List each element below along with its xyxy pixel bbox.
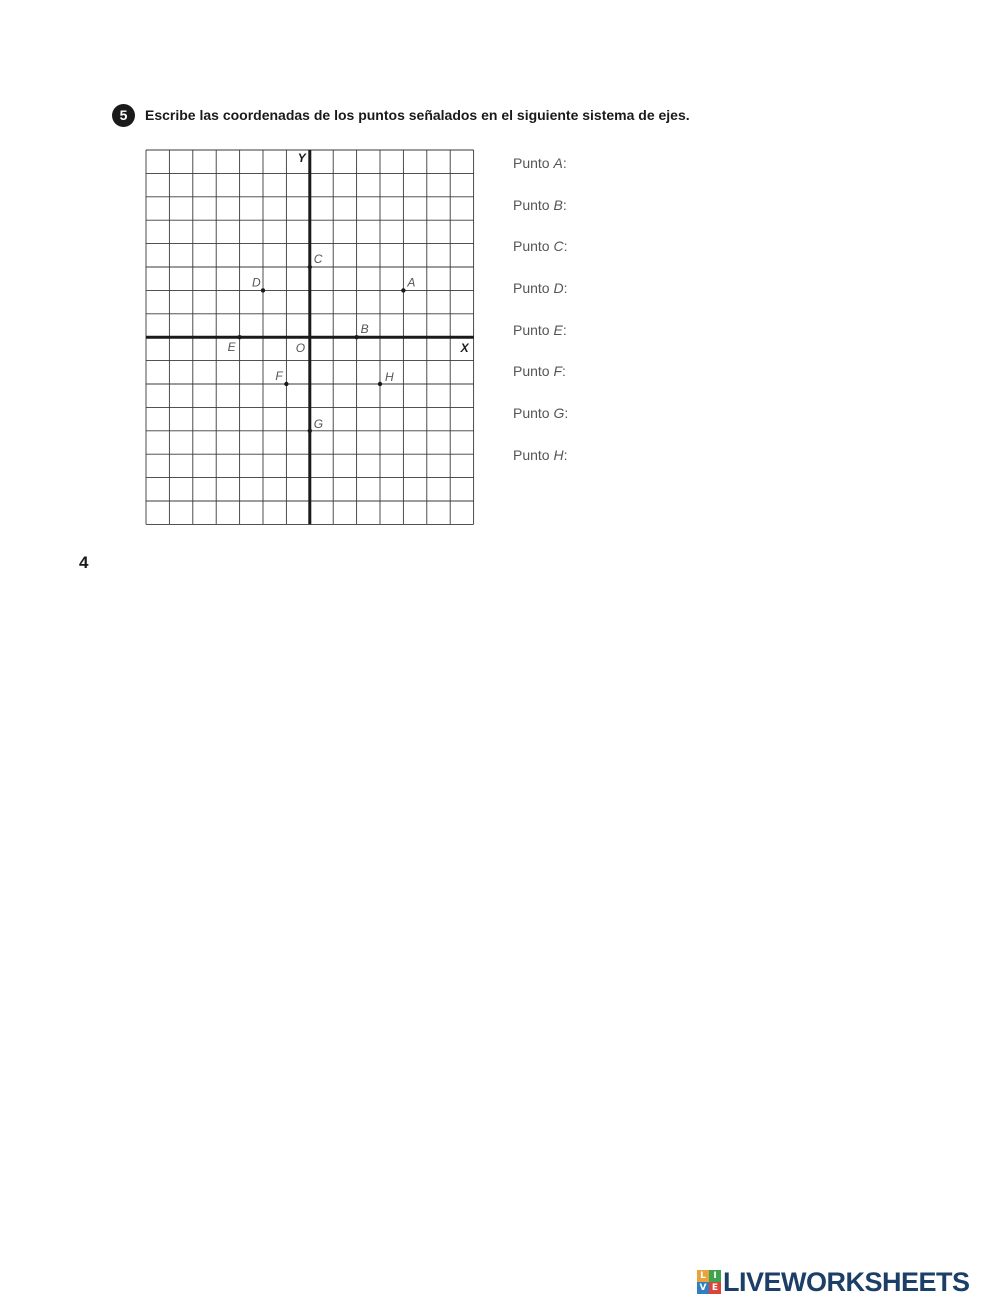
answer-row-g	[513, 405, 568, 447]
answer-suffix: :	[562, 363, 566, 380]
point-marker-e	[237, 335, 241, 339]
answer-row-f	[513, 363, 568, 405]
point-label-h: H	[385, 370, 394, 384]
point-label-b: B	[360, 322, 369, 337]
answer-prefix: Punto	[513, 280, 554, 297]
point-label-c: C	[313, 252, 323, 266]
answer-point-name: E	[553, 321, 563, 338]
answer-prefix: Punto	[513, 155, 554, 171]
answer-prefix: Punto	[513, 363, 554, 380]
brand-logo-letter: E	[709, 1282, 721, 1294]
coordinate-grid-svg	[140, 146, 480, 530]
answer-prefix: Punto	[513, 238, 554, 255]
answer-prefix: Punto	[513, 446, 554, 463]
x-axis-label: X	[460, 341, 469, 356]
point-label-a: A	[407, 275, 416, 290]
page-number: 4	[79, 553, 89, 572]
exercise-instruction: Escribe las coordenadas de los puntos señalados en el siguiente sistema de ejes.	[145, 107, 690, 123]
answer-row-e	[513, 322, 568, 364]
answer-prefix: Punto	[513, 405, 554, 422]
answer-point-name: G	[553, 405, 565, 422]
answer-prefix: Punto	[513, 321, 554, 338]
point-marker-b	[354, 335, 358, 339]
answer-point-name: H	[553, 446, 564, 463]
origin-label: O	[295, 341, 306, 356]
point-label-d: D	[252, 275, 261, 290]
answer-row-h	[513, 447, 568, 489]
answer-suffix: :	[563, 446, 568, 463]
answer-point-name: C	[553, 238, 564, 255]
brand-logo-letter: V	[697, 1282, 709, 1294]
brand-logo-letter: L	[697, 1270, 709, 1282]
point-marker-f	[284, 382, 288, 386]
answer-suffix: :	[563, 280, 568, 297]
coordinate-grid	[140, 146, 480, 530]
answer-point-name: D	[553, 280, 564, 297]
answer-row-b	[513, 197, 568, 239]
answer-suffix: :	[562, 155, 567, 171]
answer-suffix: :	[563, 238, 568, 255]
brand-name: LIVEWORKSHEETS	[723, 1266, 970, 1297]
answer-point-name: A	[553, 155, 563, 171]
answer-suffix: :	[562, 321, 567, 338]
answer-row-c	[513, 238, 568, 280]
brand-logo-letter: I	[709, 1270, 721, 1282]
answer-point-name: B	[553, 196, 563, 213]
answer-row-d	[513, 280, 568, 322]
brand-watermark	[697, 1266, 970, 1298]
answer-prefix: Punto	[513, 196, 554, 213]
brand-logo-icon	[697, 1270, 721, 1294]
point-label-e: E	[227, 340, 236, 355]
point-marker-d	[261, 288, 265, 292]
point-label-f: F	[275, 369, 283, 383]
point-marker-g	[308, 429, 312, 433]
answer-suffix: :	[562, 196, 567, 213]
point-marker-h	[378, 382, 382, 386]
answer-list	[513, 155, 568, 489]
point-label-g: G	[313, 416, 324, 431]
exercise-number-badge: 5	[112, 104, 135, 127]
point-marker-c	[308, 265, 312, 269]
answer-suffix: :	[564, 405, 569, 422]
point-marker-a	[401, 288, 405, 292]
answer-row-a	[513, 155, 568, 197]
answer-point-name: F	[553, 363, 563, 380]
y-axis-label: Y	[297, 151, 306, 165]
